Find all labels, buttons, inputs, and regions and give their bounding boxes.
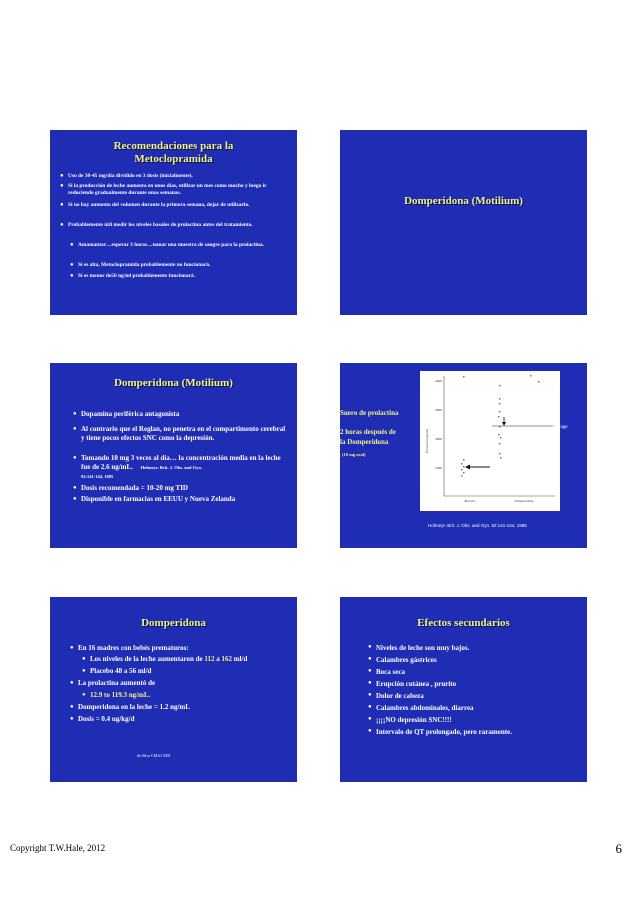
label-2-horas: 2 horas después de la Domperidona <box>340 428 396 446</box>
data-point <box>463 466 465 468</box>
data-point <box>499 385 501 387</box>
bullet: ● Calambres abdominales, diarrea <box>376 704 581 712</box>
bullet: ● Erupción cutánea , prurito <box>376 680 581 688</box>
slide-title: Domperidona <box>141 617 206 629</box>
citation: 92:141-144, 1985 <box>81 474 114 479</box>
bullet: ● Uso de 30-45 mg/día dividido en 3 dosis (inicialmente). <box>68 173 288 180</box>
bullet: ● Boca seca <box>376 668 581 676</box>
slide-domperidona-estudio <box>50 597 297 782</box>
label-dose: (10 mg oral) <box>342 452 366 457</box>
data-point <box>499 411 501 413</box>
data-point <box>461 475 463 477</box>
data-point <box>498 434 500 436</box>
bullet: ● La prolactina aumentó de <box>78 679 288 688</box>
page-number: 6 <box>615 841 622 856</box>
bullet: ● Tomando 10 mg 3 veces al día… la concentración media en la leche fue de 2.6 ng/mL. Hofmeyr. Brit. J. Obs. and Gyn. 92:141-144, 1985 <box>81 454 286 481</box>
bullet: ● Si no hay aumento del volumen durante la primera semana, dejar de utilizarlo. <box>68 202 288 209</box>
data-point <box>461 469 463 471</box>
x-category-label: Domperidone <box>514 499 534 503</box>
average-label: Average <box>551 425 568 430</box>
chart-background <box>420 371 560 511</box>
data-point <box>463 459 465 461</box>
sub-bullet: ● 12.9 to 119.3 ng/mL. <box>90 691 290 700</box>
data-point <box>499 443 501 445</box>
y-tick-label: 2000 <box>435 437 442 441</box>
data-point <box>499 403 501 405</box>
data-point <box>500 457 502 459</box>
bullet: ● Al contrario que el Reglan, no penetra en el compartimento cerebral y tiene pocos efectos SNC como la depresión. <box>81 425 286 443</box>
prolactin-scatter-chart <box>420 371 560 511</box>
data-point <box>499 453 501 455</box>
bullet: ● Disponible en farmacias en EEUU y Nueva Zelanda <box>81 495 286 504</box>
y-tick-label: 1000 <box>435 466 442 470</box>
citation: da Silva CMAJ 2001 <box>137 753 171 758</box>
slide-title: Recomendaciones para la Metoclopramida <box>113 140 234 165</box>
slide-prolactina-chart <box>340 363 587 548</box>
bullet: ● En 16 madres con bebés prematuros: <box>78 644 288 653</box>
slide-domperidona-titulo <box>340 130 587 315</box>
sub-bullet: ● Si es alta, Metoclopramida probablemente no funcionará. <box>78 262 290 269</box>
data-point <box>530 375 532 377</box>
slide-title: Efectos secundarios <box>417 617 510 629</box>
bullet: ● Intervalo de QT prolongado, pero raramente. <box>376 728 581 736</box>
y-tick-label: 3000 <box>435 408 442 412</box>
label-suero: Suero de prolactina <box>340 409 399 417</box>
slide-efectos-secundarios <box>340 597 587 782</box>
sub-bullet: ● Los niveles de la leche aumentaron de 112 a 162 ml/d <box>90 655 290 664</box>
bullet: ● Dosis = 0.4 ug/kg/d <box>78 715 288 724</box>
bullet: ● Dosis recomendada = 10-20 mg TID <box>81 484 286 493</box>
citation: Hofmeyr. Brit. J. Obs. and Gyn. <box>140 465 203 470</box>
slide-title: Domperidona (Motilium) <box>114 377 233 389</box>
slide-domperidona-motilium <box>50 363 297 548</box>
data-point <box>538 381 540 383</box>
bullet: ● Calambres gástricos <box>376 656 581 664</box>
bullet: ● Domperidona en la leche = 1.2 ng/mL <box>78 703 288 712</box>
bullet: ● Dolor de cabeza <box>376 692 581 700</box>
bullet: ● Dopamina periférica antagonista <box>81 410 286 419</box>
data-point <box>498 416 500 418</box>
y-axis-label: Prolactin (ng/ml) <box>425 428 429 454</box>
citation: Hofmeyr. Brit. J. Obs. and Gyn. 92:141-144, 1985 <box>428 523 527 528</box>
bullet: ● Probablemente útil medir los niveles basales de prolactina antes del tratamiento. <box>68 222 288 229</box>
sub-bullet: ● Amamantar…esperar 3 horas…tomar una muestra de sangre para la prolactina. <box>78 242 290 249</box>
slide-title: Domperidona (Motilium) <box>404 195 523 207</box>
data-point <box>500 437 502 439</box>
data-point <box>499 398 501 400</box>
bullet: ● Si la producción de leche aumenta en unos días, utilizar un mes como mucho y luego ir reduciendo gradualmente durante unas semanas. <box>68 183 288 197</box>
copyright-footer: Copyright T.W.Hale, 2012 <box>10 843 106 853</box>
data-point <box>463 472 465 474</box>
sub-bullet: ● Si es menor de50 ng/ml probablemente funcionará. <box>78 273 290 280</box>
data-point <box>463 376 465 378</box>
slide-metoclopramida-recomendaciones <box>50 130 297 315</box>
bullet: ● ¡¡¡¡NO depresión SNC!!!! <box>376 716 581 724</box>
sub-bullet: ● Placebo 48 a 56 ml/d <box>90 667 290 676</box>
x-category-label: Placebo <box>464 499 476 503</box>
bullet: ● Niveles de leche son muy bajos. <box>376 644 581 652</box>
y-tick-label: 4000 <box>435 379 442 383</box>
data-point <box>461 463 463 465</box>
